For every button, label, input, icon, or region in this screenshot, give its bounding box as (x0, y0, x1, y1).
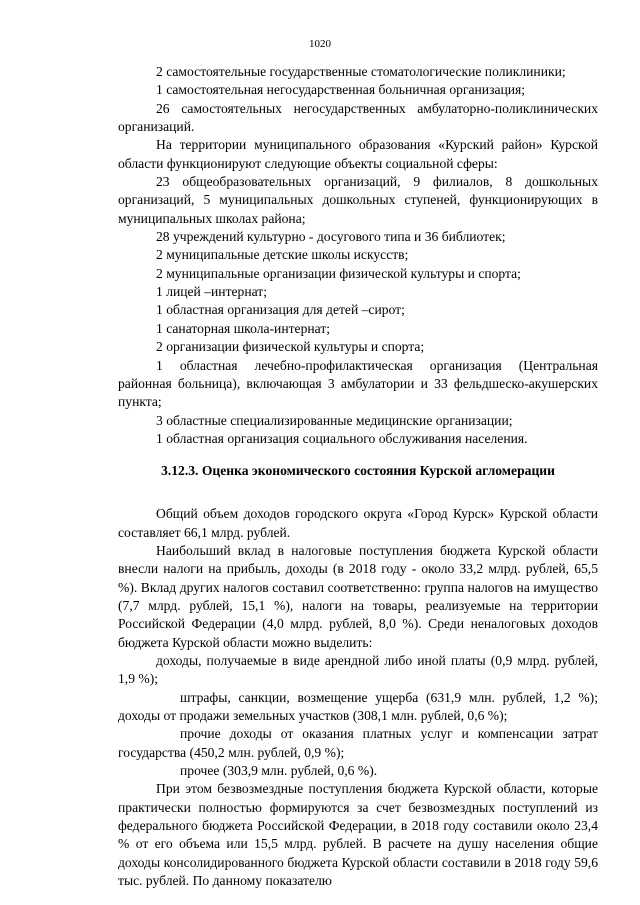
paragraph: Общий объем доходов городского округа «Город Курск» Курской области составляет 66,1 млрд. рублей. (118, 506, 598, 540)
paragraph: 3 областные специализированные медицинские организации; (156, 412, 513, 428)
paragraph: Наибольший вклад в налоговые поступления бюджета Курской области внесли налоги на прибыль, доходы (в 2018 году - около 33,2 млрд. рублей, 65,5 %). Вклад других налогов составил соответственно: группа налогов на имущество (7,7 млрд. рублей, 15,1 %), налоги на товары, реализуемые на территории Российской Федерации (4,0 млрд. рублей, 8,0 %). Среди неналоговых доходов бюджета Курской области можно выделить: (118, 542, 598, 650)
paragraph: 1 областная организация социального обслуживания населения. (156, 430, 528, 446)
paragraph: 1 лицей –интернат; (156, 284, 268, 300)
paragraph: 2 самостоятельные государственные стоматологические поликлиники; (156, 64, 566, 79)
paragraph: 1 областная организация для детей –сирот; (156, 302, 405, 318)
paragraph: При этом безвозмездные поступления бюджета Курской области, которые практически полностью формируются за счет безвозмездных поступлений из федерального бюджета Российской Федерации, в 2018 году составили около 23,4 % от его объема или 15,5 млрд. рублей. В расчете на душу населения общие доходы консолидированного бюджета Курской области составили в 2018 году 59,6 тыс. рублей. По данному показателю (118, 781, 598, 889)
paragraph: прочее (303,9 млн. рублей, 0,6 %). (180, 763, 378, 779)
paragraph: 2 муниципальные организации физической культуры и спорта; (156, 265, 521, 281)
paragraph: 1 самостоятельная негосударственная больничная организация; (156, 82, 526, 98)
paragraph: 2 организации физической культуры и спорта; (156, 339, 425, 355)
paragraph: 2 муниципальные детские школы искусств; (156, 247, 409, 263)
paragraph: 1 санаторная школа-интернат; (156, 320, 331, 336)
section-heading: 3.12.3. Оценка экономического состояния Курской агломерации (161, 463, 555, 479)
paragraph: доходы, получаемые в виде арендной либо иной платы (0,9 млрд. рублей, 1,9 %); (118, 652, 598, 687)
page-content (118, 63, 598, 890)
paragraph: На территории муниципального образования «Курский район» Курской области функционируют следующие объекты социальной сферы: (118, 137, 598, 171)
paragraph: 26 самостоятельных негосударственных амбулаторно-поликлинических организаций. (118, 100, 598, 135)
paragraph: прочие доходы от оказания платных услуг и компенсации затрат государства (450,2 млн. рублей, 0,9 %); (118, 726, 598, 760)
paragraph: штрафы, санкции, возмещение ущерба (631,9 млн. рублей, 1,2 %); доходы от продажи земельных участков (308,1 млн. рублей, 0,6 %); (118, 689, 598, 723)
paragraph: 1 областная лечебно-профилактическая организация (Центральная районная больница), включающая 3 амбулатории и 33 фельдшеско-акушерских пункта; (118, 357, 598, 410)
paragraph: 23 общеобразовательных организаций, 9 филиалов, 8 дошкольных организаций, 5 муниципальных дошкольных ступеней, функционирующих в муниципальных школах района; (118, 174, 598, 226)
paragraph: 28 учреждений культурно - досугового типа и 36 библиотек; (156, 229, 506, 245)
page-number: 1020 (309, 38, 331, 50)
